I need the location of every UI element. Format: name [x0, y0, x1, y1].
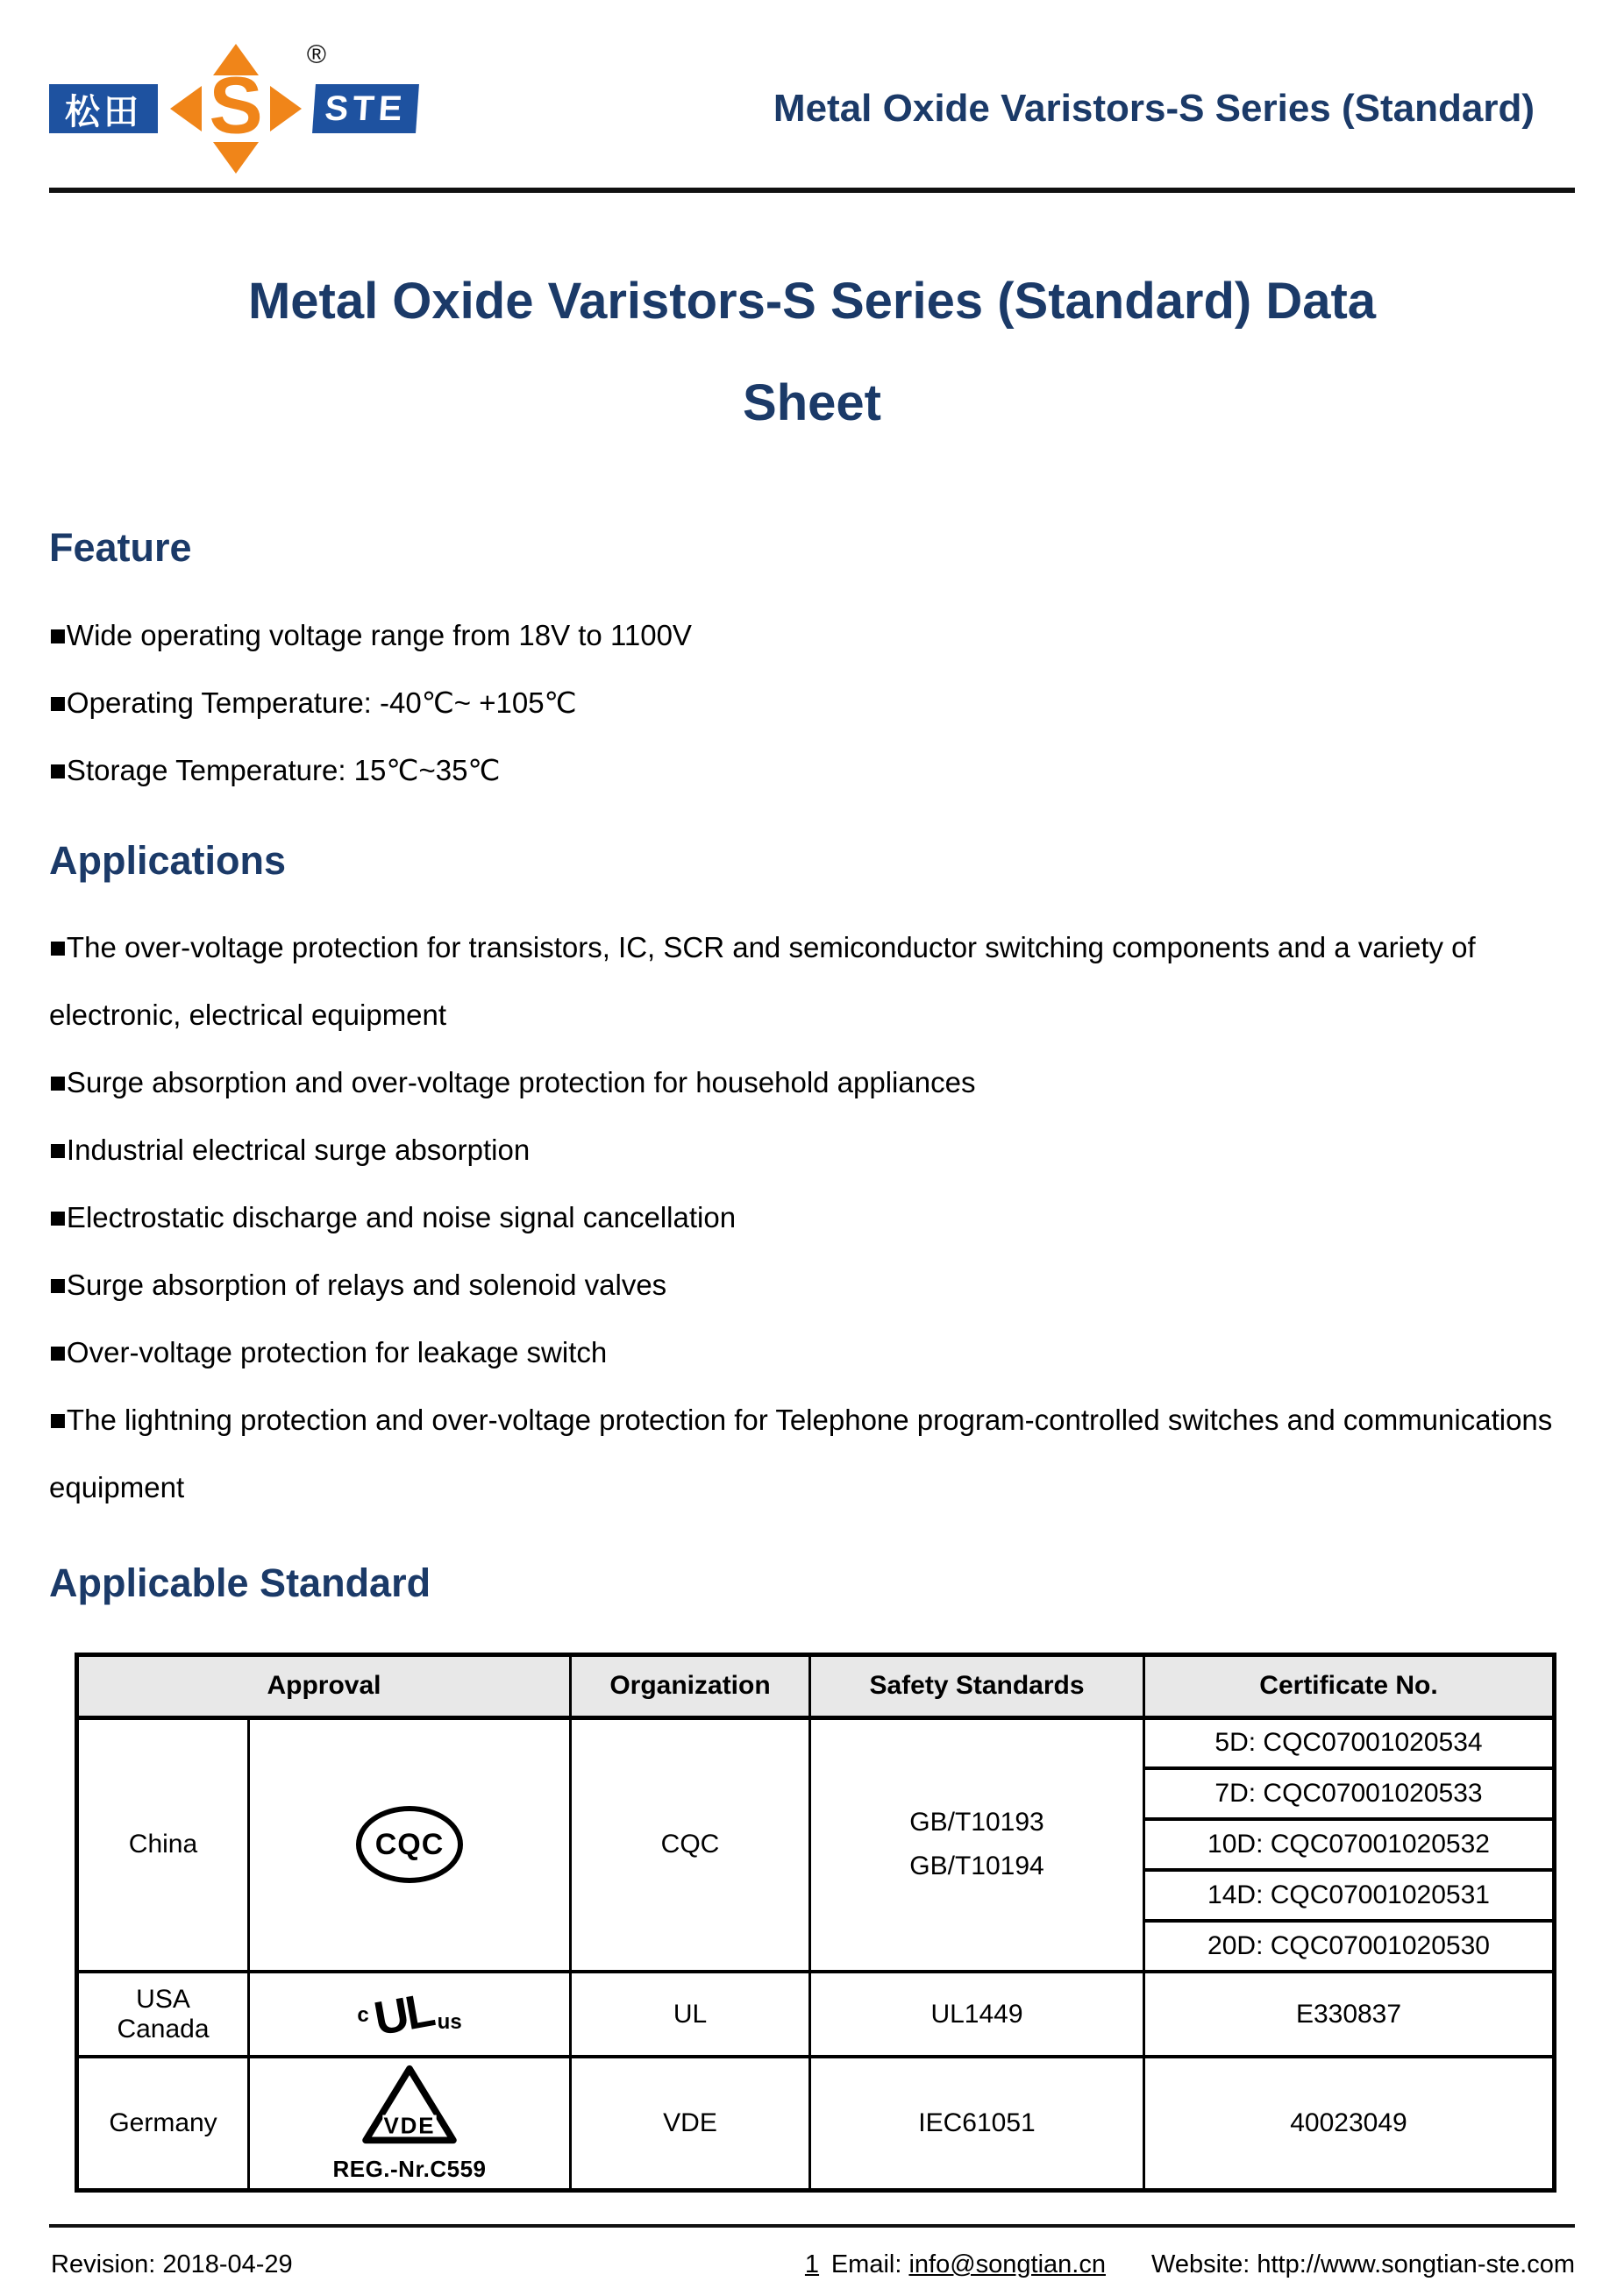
feature-item: ■Storage Temperature: 15℃~35℃ [49, 753, 501, 786]
page-number: 1 [804, 2250, 820, 2278]
table-row [77, 1717, 1555, 1768]
safety-standard: GB/T10194 [909, 1852, 1044, 1881]
applications-list [49, 913, 1575, 1521]
vde-triangle-icon [359, 2063, 460, 2147]
document-title-line2: Sheet [743, 374, 881, 431]
application-item: ■The over-voltage protection for transistors, IC, SCR and semiconductor switching components and a variety of electronic, electrical equipment [49, 931, 1476, 1031]
ul-logo-us: us [437, 2009, 462, 2034]
safety-standard: GB/T10193 [909, 1808, 1044, 1838]
country-line: Canada [117, 2014, 210, 2044]
country-cell: Germany [77, 2057, 249, 2190]
s-emblem-icon [170, 40, 326, 174]
ul-logo-mark: UL [369, 1983, 437, 2045]
vde-logo-text: VDE [383, 2114, 436, 2139]
website-url: http://www.songtian-ste.com [1257, 2250, 1575, 2278]
col-header-organization: Organization [571, 1654, 810, 1717]
application-item: ■The lightning protection and over-voltage protection for Telephone program-controlled switches and communications equipment [49, 1404, 1553, 1503]
application-item: ■Industrial electrical surge absorption [49, 1134, 531, 1166]
cul-us-logo-icon [250, 1983, 569, 2045]
document-title [49, 251, 1575, 454]
s-letter: S [209, 60, 263, 151]
footer-email [831, 2250, 1106, 2279]
songtian-logo [49, 40, 417, 174]
organization-cell: VDE [571, 2057, 810, 2190]
certificate-cell: 5D: CQC07001020534 [1144, 1717, 1555, 1768]
certificate-cell: 40023049 [1144, 2057, 1555, 2190]
ste-logo-text: STE [324, 89, 408, 128]
feature-item: ■Wide operating voltage range from 18V to 1100V [49, 618, 692, 651]
feature-list [49, 601, 1575, 804]
col-header-approval: Approval [77, 1654, 571, 1717]
triangle-left-icon [170, 86, 202, 132]
email-link[interactable]: info@songtian.cn [908, 2250, 1106, 2278]
safety-standards-cell: UL1449 [810, 1972, 1144, 2057]
country-cell [77, 1972, 249, 2057]
country-line: USA [136, 1984, 190, 2014]
email-label: Email: [830, 2250, 902, 2278]
vde-reg-number: REG.-Nr.C559 [332, 2156, 487, 2183]
country-cell: China [77, 1717, 249, 1972]
certificate-cell: 20D: CQC07001020530 [1144, 1921, 1555, 1972]
revision-date: Revision: 2018-04-29 [51, 2250, 293, 2278]
col-header-certificate-no: Certificate No. [1144, 1654, 1555, 1717]
certificate-cell: 14D: CQC07001020531 [1144, 1870, 1555, 1921]
certificate-cell: E330837 [1144, 1972, 1555, 2057]
cqc-logo-text: CQC [374, 1827, 445, 1861]
safety-standards-cell [810, 1717, 1144, 1972]
footer-website [1151, 2250, 1575, 2279]
footer-contacts [831, 2250, 1575, 2279]
col-header-safety-standards: Safety Standards [810, 1654, 1144, 1717]
cqc-logo-icon [356, 1806, 463, 1883]
cn-logo-text: 松田 [65, 92, 142, 132]
applications-heading: Applications [49, 837, 287, 883]
application-item: ■Surge absorption of relays and solenoid valves [49, 1269, 667, 1301]
organization-cell: CQC [571, 1717, 810, 1972]
safety-standards-cell: IEC61051 [810, 2057, 1144, 2190]
organization-cell: UL [571, 1972, 810, 2057]
vde-logo-icon [359, 2063, 460, 2154]
page-footer [49, 2224, 1575, 2278]
ul-logo-c: c [357, 2002, 369, 2027]
application-item: ■Electrostatic discharge and noise signal cancellation [49, 1201, 737, 1233]
ste-logo-box [312, 84, 419, 133]
application-item: ■Over-voltage protection for leakage switch [49, 1336, 608, 1368]
triangle-right-icon [270, 86, 302, 132]
approval-logo-cell [249, 2057, 571, 2190]
header-rule [49, 188, 1575, 193]
table-row [77, 1972, 1555, 2057]
feature-item: ■Operating Temperature: -40℃~ +105℃ [49, 686, 577, 719]
application-item: ■Surge absorption and over-voltage protection for household appliances [49, 1066, 976, 1098]
feature-heading: Feature [49, 525, 192, 570]
approval-logo-cell [249, 1717, 571, 1972]
applicable-standard-heading: Applicable Standard [49, 1560, 431, 1605]
document-title-line1: Metal Oxide Varistors-S Series (Standard) Data [247, 273, 1377, 330]
certificate-cell: 10D: CQC07001020532 [1144, 1819, 1555, 1870]
table-row [77, 2057, 1555, 2190]
letterhead [49, 40, 1575, 174]
website-label: Website: [1150, 2250, 1250, 2278]
registered-trademark-icon: ® [306, 40, 326, 69]
letterhead-title: Metal Oxide Varistors-S Series (Standard) [773, 87, 1535, 130]
approval-logo-cell [249, 1972, 571, 2057]
table-header-row [77, 1654, 1555, 1717]
cn-logo-box [49, 84, 158, 133]
certificate-cell: 7D: CQC07001020533 [1144, 1768, 1555, 1819]
approvals-table [75, 1653, 1556, 2193]
